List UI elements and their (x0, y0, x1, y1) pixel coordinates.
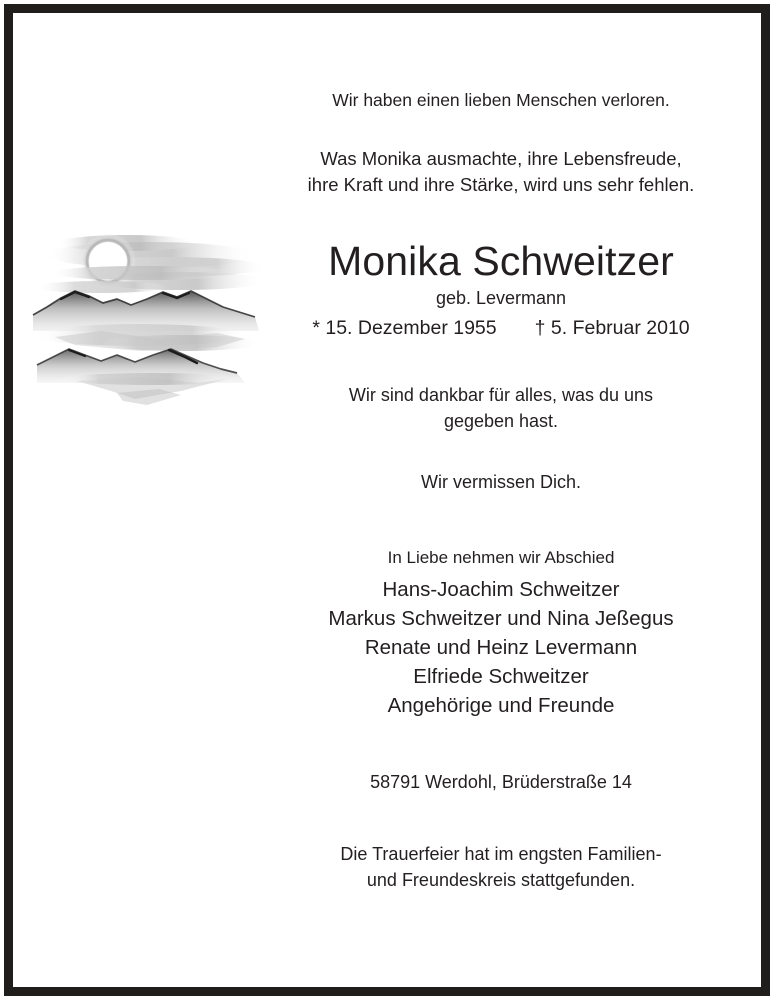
notice-border-frame (4, 4, 770, 996)
life-dates (260, 315, 742, 342)
notice-text-column (260, 13, 742, 893)
gratitude-message (260, 382, 742, 434)
opening-statement (260, 88, 742, 113)
mourner-name: Renate und Heinz Levermann (364, 636, 638, 659)
mourners-list (260, 575, 742, 720)
missing-message-line-1: Wir vermissen Dich. (420, 472, 581, 492)
ceremony-notice-line-2: und Freundeskreis stattgefunden. (366, 870, 636, 890)
mountain-sunrise-ink-wash-illustration (31, 219, 263, 409)
ceremony-notice (260, 841, 742, 893)
mourner-name: Elfriede Schweitzer (413, 665, 589, 688)
mourner-name: Markus Schweitzer und Nina Jeßegus (328, 607, 674, 630)
mourner-name: Hans-Joachim Schweitzer (382, 578, 620, 601)
birth-date: * 15. Dezember 1955 (312, 317, 497, 339)
memorial-verse-line-2: ihre Kraft und ihre Stärke, wird uns sehr fehlen. (307, 174, 695, 195)
sun-disc (80, 233, 136, 289)
missing-message (260, 469, 742, 495)
memorial-verse (260, 146, 742, 198)
family-address-line-1: 58791 Werdohl, Brüderstraße 14 (370, 772, 632, 792)
opening-statement-line-1: Wir haben einen lieben Menschen verloren. (332, 90, 670, 110)
ceremony-notice-line-1: Die Trauerfeier hat im engsten Familien- (340, 844, 662, 864)
deceased-name: Monika Schweitzer (328, 238, 674, 284)
deceased-maiden-name: geb. Levermann (435, 288, 567, 308)
foreground-wash (59, 373, 243, 405)
mourner-name: Angehörige und Freunde (387, 694, 615, 717)
farewell-intro: In Liebe nehmen wir Abschied (387, 548, 615, 567)
family-address (260, 769, 742, 795)
gratitude-message-line-2: gegeben hast. (443, 411, 559, 431)
gratitude-message-line-1: Wir sind dankbar für alles, was du uns (348, 385, 654, 405)
memorial-verse-line-1: Was Monika ausmachte, ihre Lebensfreude, (320, 148, 682, 169)
death-date: † 5. Februar 2010 (534, 317, 690, 339)
